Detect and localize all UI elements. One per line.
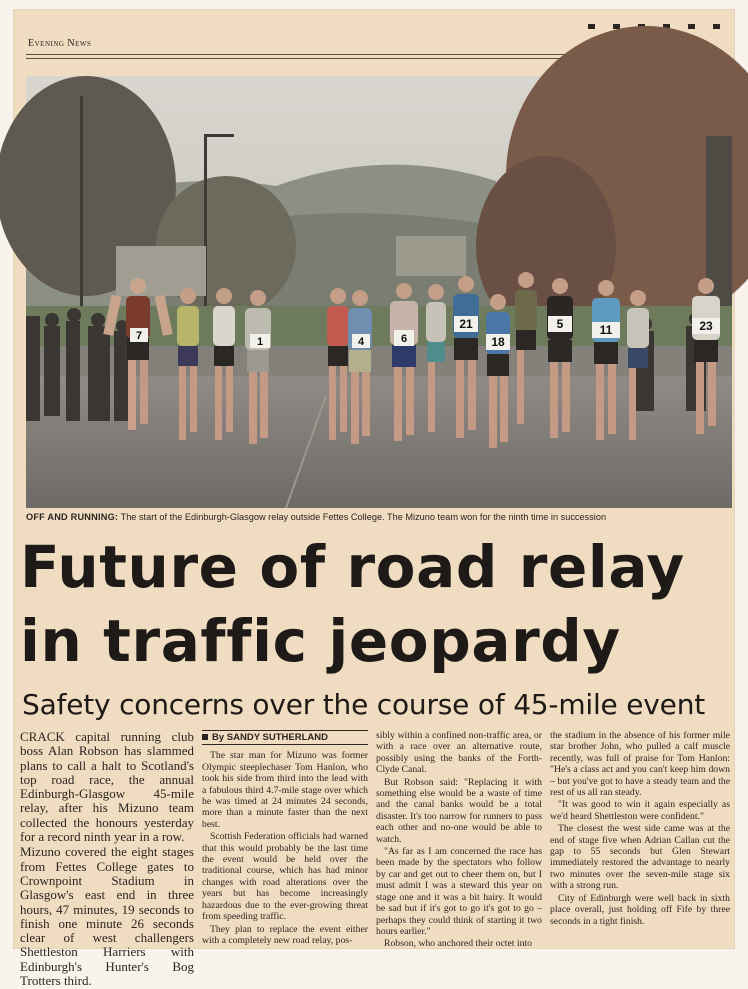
paragraph: Scottish Federation officials had warned that this would probably be the last time the event would be held over the traditional course, which has had minor changes with road alterations over the years but has become increasingly hazardous due to the ever-growing threat from speeding traffic. (202, 831, 368, 923)
headline-line-2: in traffic jeopardy (20, 607, 621, 675)
article-column-4 (550, 730, 730, 928)
article-column-3 (376, 730, 542, 951)
byline (202, 730, 368, 745)
bib-number: 21 (459, 317, 473, 331)
bib-number: 4 (357, 336, 365, 348)
newspaper-clipping (14, 10, 734, 989)
subheadline: Safety concerns over the course of 45-mile event (22, 688, 706, 721)
paragraph: City of Edinburgh were well back in sixth place overall, just holding off Fife by three seconds in a tight finish. (550, 892, 730, 927)
headline (20, 530, 685, 678)
paragraph: They plan to replace the event either with a completely new road relay, pos- (202, 923, 368, 946)
caption-text: The start of the Edinburgh-Glasgow relay outside Fettes College. The Mizuno team won for the ninth time in succession (120, 512, 607, 522)
paragraph: Mizuno covered the eight stages from Fettes College gates to Crownpoint Stadium in Glasgow's east end in three hours, 47 minutes, 19 seconds to finish one minute 26 seconds clear of west challengers Shettleston Harriers with Edinburgh's Hunter's Bog Trotters third. (20, 844, 194, 989)
article-column-1 (20, 730, 194, 989)
paragraph: CRACK capital running club boss Alan Robson has slammed plans to call a halt to Scotland's top road race, the annual Edinburgh-Glasgow 45-mile relay, after his Mizuno team collected the honours yesterday for a record ninth year in a row. (20, 729, 194, 845)
paragraph: "It was good to win it again especially as we'd heard Shettleston were confident." (550, 799, 730, 822)
masthead: Evening News (28, 38, 92, 49)
byline-text: By SANDY SUTHERLAND (212, 732, 328, 743)
paragraph: "As far as I am concerned the race has been made by the spectators who follow by car and get out to cheer them on, but I must admit I was a steward this year on stage one and it was a bit hairy. It would be sad but if it's got to go it's got to go – perhaps they could think of starting it two hours earlier." (376, 846, 542, 937)
bib-number: 6 (400, 333, 408, 345)
paragraph: the stadium in the absence of his former mile star brother John, who pulled a calf muscle recently, was full of praise for Tom Hanlon: "He's a class act and you can't keep him down – but you've got to have a steady team and the rest of us all ran steady. (550, 730, 730, 799)
paragraph: The closest the west side came was at the end of stage five when Adrian Callan cut the gap to 55 seconds but Glen Stewart immediately restored the advantage to nearly two minutes over the seven-mile stage six with a strong run. (550, 823, 730, 892)
bib-number: 23 (699, 319, 713, 333)
paragraph: Robson, who anchored their octet into (384, 938, 532, 950)
bib-number: 7 (135, 330, 143, 342)
bib-number: 11 (599, 323, 613, 337)
article-column-2 (202, 730, 368, 947)
paragraph: But Robson said: "Replacing it with something else would be a waste of time and the canal banks would be a total disaster. It's too narrow for runners to pass each other and no-one would be able to watch. (376, 776, 542, 845)
caption-label: OFF AND RUNNING: (26, 512, 119, 522)
bib-number: 18 (491, 335, 505, 349)
race-photo (26, 76, 732, 508)
paragraph: The star man for Mizuno was former Olympic steeplechaser Tom Hanlon, who took his side from third into the lead with a fabulous third 4.7-mile stage over which he was timed at 24 minutes 24 seconds, more than a minute faster than the next best. (202, 750, 368, 830)
bib-number: 1 (256, 336, 264, 348)
paragraph: sibly within a confined non-traffic area, or with a race over an alternative route, possibly using the banks of the Forth-Clyde Canal. (376, 730, 542, 776)
article-body (20, 729, 732, 989)
byline-square-icon (202, 734, 208, 740)
photo-caption (26, 512, 732, 522)
bib-number: 5 (556, 317, 564, 331)
headline-line-1: Future of road relay (20, 533, 685, 601)
runners-illustration (26, 76, 732, 508)
